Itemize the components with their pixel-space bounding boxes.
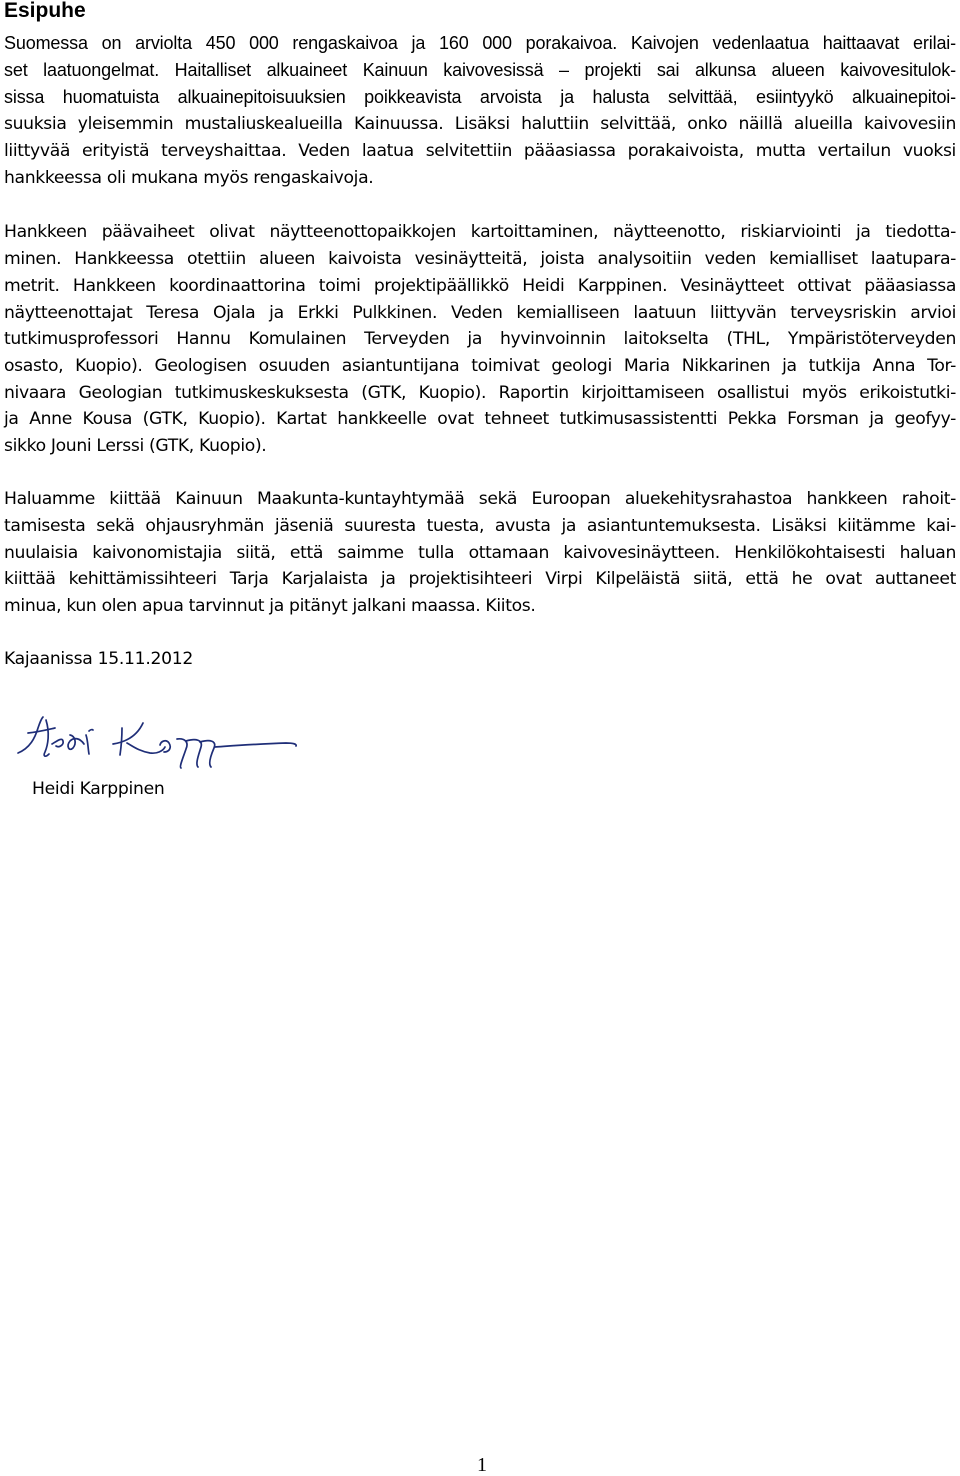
paragraph-2-line-7: nivaara Geologian tutkimuskeskuksesta (GTK, Kuopio). Raportin kirjoittamiseen osallistui myös erikoistutki- [4, 383, 956, 403]
paragraph-2-line-4: näytteenottajat Teresa Ojala ja Erkki Pulkkinen. Veden kemialliseen laatuun liittyvän terveysriskin arvioi [4, 303, 956, 323]
paragraph-2-line-6: osasto, Kuopio). Geologisen osuuden asiantuntijana toimivat geologi Maria Nikkarinen ja tutkija Anna Tor- [4, 356, 956, 376]
paragraph-2-line-2: minen. Hankkeessa otettiin alueen kaivoista vesinäytteitä, joista analysoitiin veden kemialliset laatupara- [4, 249, 956, 269]
paragraph-2-line-8: ja Anne Kousa (GTK, Kuopio). Kartat hankkeelle ovat tehneet tutkimusassistentti Pekka Forsman ja geofyy- [4, 409, 956, 429]
page-number: 1 [477, 1454, 487, 1476]
paragraph-2-line-5: tutkimusprofessori Hannu Komulainen Terveyden ja hyvinvoinnin laitokselta (THL, Ympäristöterveyden [4, 329, 956, 349]
paragraph-3-line-2: tamisesta sekä ohjausryhmän jäseniä suuresta tuesta, avusta ja asiantuntemuksesta. Lisäksi kiitämme kai- [4, 516, 956, 536]
paragraph-1-line-1: Suomessa on arviolta 450 000 rengaskaivoa ja 160 000 porakaivoa. Kaivojen vedenlaatua haittaavat erilai- [4, 33, 956, 53]
paragraph-2-line-3: metrit. Hankkeen koordinaattorina toimi projektipäällikkö Heidi Karppinen. Vesinäytteet ottivat pääasiassa [4, 276, 956, 296]
paragraph-3-line-4: kiittää kehittämissihteeri Tarja Karjalaista ja projektisihteeri Virpi Kilpeläistä siitä, että he ovat auttaneet [4, 569, 956, 589]
signer-name: Heidi Karppinen [32, 779, 165, 799]
paragraph-1-line-3: sissa huomatuista alkuainepitoisuuksien poikkeavista arvoista ja halusta selvittää, esiintyykö alkuainepitoi- [4, 87, 956, 107]
paragraph-1-line-5: liittyvää erityistä terveyshaittaa. Veden laatua selvitettiin pääasiassa porakaivoista, mutta vertailun vuoksi [4, 141, 956, 161]
paragraph-2-line-9: sikko Jouni Lerssi (GTK, Kuopio). [4, 436, 267, 456]
handwritten-signature [10, 708, 300, 770]
paragraph-1-line-2: set laatuongelmat. Haitalliset alkuaineet Kainuun kaivovesissä – projekti sai alkunsa alueen kaivovesitulok- [4, 60, 956, 80]
paragraph-3-line-5: minua, kun olen apua tarvinnut ja pitänyt jalkani maassa. Kiitos. [4, 596, 536, 616]
paragraph-1-line-4: suuksia yleisemmin mustaliuskealueilla Kainuussa. Lisäksi haluttiin selvittää, onko näillä alueilla kaivovesiin [4, 114, 956, 134]
paragraph-3-line-3: nuulaisia kaivonomistajia siitä, että saimme tulla ottamaan kaivovesinäytteen. Henkilökohtaisesti haluan [4, 543, 956, 563]
paragraph-3-line-1: Haluamme kiittää Kainuun Maakunta-kuntayhtymää sekä Euroopan aluekehitysrahastoa hankkeen rahoit- [4, 489, 956, 509]
paragraph-1-line-6: hankkeessa oli mukana myös rengaskaivoja. [4, 168, 374, 188]
place-date-line: Kajaanissa 15.11.2012 [4, 649, 194, 669]
page-title: Esipuhe [4, 0, 86, 22]
paragraph-2-line-1: Hankkeen päävaiheet olivat näytteenottopaikkojen kartoittaminen, näytteenotto, riskiarviointi ja tiedotta- [4, 222, 956, 242]
